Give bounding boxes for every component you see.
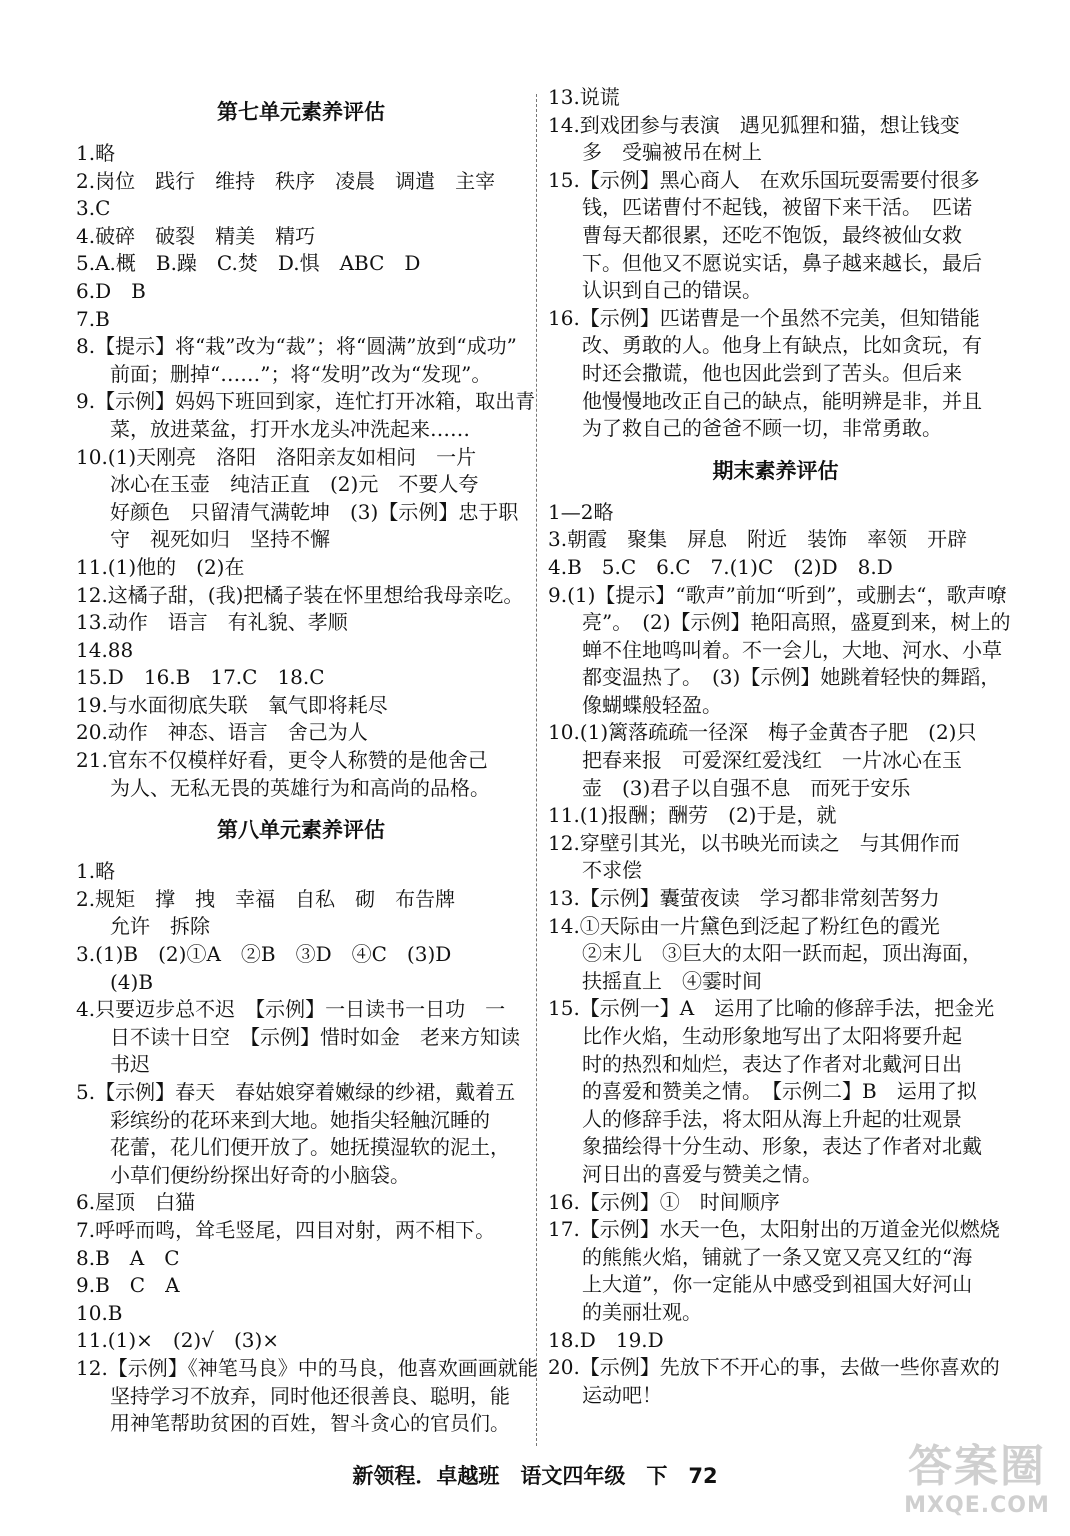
answer-line: 花蕾，花儿们便开放了。她抚摸湿软的泥土， [110,1135,510,1160]
answer-line: 下。但他又不愿说实话，鼻子越来越长，最后 [582,250,982,275]
answer-line: 好颜色 只留清气满乾坤 (3)【示例】忠于职 [110,499,519,524]
answer-line: 17.【示例】水天一色，太阳射出的万道金光似燃烧 [548,1217,1000,1242]
answer-line: 8.【提示】将“栽”改为“裁”；将“圆满”放到“成功” [76,334,517,359]
answer-line: ②末儿 ③巨大的太阳一跃而起，顶出海面， [582,941,982,966]
section-heading-unit8: 第八单元素养评估 [217,817,385,843]
answer-line: 时还会撒谎，他也因此尝到了苦头。但后来 [582,360,962,385]
answer-line: 2.规矩 撑 拽 幸福 自私 砌 布告牌 [76,886,456,911]
answer-line: 20.动作 神态、语言 舍己为人 [76,720,368,745]
answer-line: 7.B [76,306,110,331]
answer-line: 把春来报 可爱深红爱浅红 一片冰心在玉 [582,748,962,773]
answer-item [76,747,526,802]
answer-item [76,609,526,637]
answer-line: 不求偿 [582,858,642,883]
answer-line: 9.B C A [76,1273,180,1298]
answer-line: 3.朝霞 聚集 屏息 附近 装饰 率领 开辟 [548,527,968,552]
answer-line: 1.略 [76,141,116,165]
section-heading-final: 期末素养评估 [712,457,839,483]
answer-line: 为了救自己的爸爸不顾一切，非常勇敢。 [582,416,942,441]
answer-line: 16.【示例】匹诺曹是一个虽然不完美，但知错能 [548,305,980,330]
answer-item [76,1217,526,1245]
answer-line: 亮”。 (2)【示例】艳阳高照，盛夏到来，树上的 [582,610,1011,635]
answer-item [76,195,526,223]
answer-item [548,1216,1003,1326]
answer-item [548,830,1003,885]
answer-line: 6.屋顶 白猫 [76,1190,196,1215]
answer-line: 冰心在玉壶 纯洁正直 (2)元 不要人夸 [110,472,479,497]
answer-line: 11.(1)报酬；酬劳 (2)于是，就 [548,803,837,828]
answer-line: 曹每天都很累，还吃不饱饭，最终被仙女救 [582,222,962,247]
answer-item [76,664,526,692]
answer-line: 20.【示例】先放下不开心的事，去做一些你喜欢的 [548,1355,1000,1380]
right-column [548,84,1011,1409]
answer-line: 7.呼呼而鸣，耸毛竖尾，四目对射，两不相下。 [76,1217,496,1242]
answer-line: 4.只要迈步总不迟 【示例】一日读书一日功 一 [76,997,506,1022]
answer-line: 16.【示例】① 时间顺序 [548,1189,780,1214]
answer-line: 3.(1)B (2)①A ②B ③D ④C (3)D [76,942,452,967]
answer-line: 6.D B [76,278,146,303]
answer-line: 时的热烈和灿烂，表达了作者对北戴河日出 [582,1051,962,1076]
answer-line: 都变温热了。 (3)【示例】她跳着轻快的舞蹈， [582,665,1001,690]
answer-line: 像蝴蝶般轻盈。 [582,692,722,717]
answer-line: 认识到自己的错误。 [582,278,762,303]
answer-line: 壶 (3)君子以自强不息 而死于安乐 [582,775,911,800]
answer-item [76,1245,526,1273]
answer-line: 15.D 16.B 17.C 18.C [76,665,325,690]
column-divider [536,94,537,1446]
answer-item [76,1189,526,1217]
answer-line: 10.(1)篱落疏疏一径深 梅子金黄杏子肥 (2)只 [548,720,977,745]
answer-line: 蝉不住地鸣叫着。不一会儿，大地、河水、小草 [582,637,1002,662]
answer-line: 15.【示例】黑心商人 在欢乐国玩耍需要付很多 [548,167,980,192]
answer-line: 13.动作 语言 有礼貌、孝顺 [76,610,348,635]
answer-line: 15.【示例一】A 运用了比喻的修辞手法，把金光 [548,996,995,1021]
answer-line: 守 视死如归 坚持不懈 [110,527,330,552]
answer-item [76,140,526,168]
answer-item [76,168,526,196]
answer-item [76,1355,538,1438]
answer-line: 日不读十日空 【示例】惜时如金 老来方知读 [110,1024,520,1049]
answer-item [76,250,526,278]
answer-item [548,885,1003,913]
answer-line: 2.岗位 践行 维持 秩序 凌晨 调遣 主宰 [76,168,496,193]
answer-line: 坚持学习不放弃，同时他还很善良、聪明，能 [110,1383,510,1408]
answer-line: 运动吧！ [582,1382,662,1407]
answer-line: 钱，匹诺曹付不起钱，被留下来干活。 匹诺 [582,195,972,220]
answer-item [548,526,1003,554]
answer-item [76,444,526,554]
answer-line: 14.到戏团参与表演 遇见狐狸和猫，想让钱变 [548,112,960,137]
answer-line: 的美丽壮观。 [582,1299,702,1324]
page-footer: 新领程．卓越班 语文四年级 下 72 [352,1464,718,1488]
answer-line: 他慢慢地改正自己的缺点，能明辨是非，并且 [582,388,982,413]
watermark-logo-text: 答案圈 [908,1441,1046,1492]
answer-line: 1—2略 [548,499,614,524]
answer-item [76,388,536,443]
answer-line: 人的修辞手法，将太阳从海上升起的壮观景 [582,1106,962,1131]
answer-line: 多 受骗被吊在树上 [582,140,762,165]
answer-item [76,719,526,747]
unit8-answer-list-continued [548,84,1003,443]
unit7-answer-list [76,140,536,802]
answer-line: 9.【示例】妈妈下班回到家，连忙打开冰箱，取出青 [76,389,536,414]
answer-line: 10.B [76,1300,123,1325]
answer-item [548,995,1003,1188]
answer-line: 8.B A C [76,1245,180,1270]
answer-item [76,554,526,582]
answer-line: 小草们便纷纷探出好奇的小脑袋。 [110,1162,410,1187]
final-answer-list [548,499,1011,1410]
answer-item [76,858,526,886]
answer-item [76,1327,526,1355]
answer-item [76,582,526,610]
answer-line: 9.(1)【提示】“歌声”前加“听到”，或删去“，歌声嘹 [548,582,1007,607]
answer-item [548,554,1003,582]
answer-line: 21.官东不仅模样好看，更令人称赞的是他舍己 [76,748,488,773]
answer-item [76,886,526,941]
answer-item [548,112,1003,167]
answer-line: 13.【示例】囊萤夜读 学习都非常刻苦努力 [548,886,940,911]
watermark-url: MXQE.COM [904,1493,1050,1518]
answer-line: 的熊熊火焰，铺就了一条又宽又亮又红的“海 [582,1244,973,1269]
section-heading-unit7: 第七单元素养评估 [217,99,385,124]
answer-line: 11.(1)× (2)√ (3)× [76,1328,280,1353]
answer-line: 改、勇敢的人。他身上有缺点，比如贪玩，有 [582,333,982,358]
answer-line: 4.破碎 破裂 精美 精巧 [76,223,316,248]
answer-item [548,84,1003,112]
left-column [76,84,538,1438]
answer-line: 比作火焰，生动形象地写出了太阳将要升起 [582,1024,962,1048]
answer-item [548,582,1011,720]
answer-item [76,1300,526,1328]
answer-item [548,499,1003,527]
answer-item [548,167,1003,305]
answer-line: 12.【示例】《神笔马良》中的马良，他喜欢画画就能 [76,1355,538,1380]
answer-item [76,306,526,334]
answer-item [76,996,526,1079]
answer-item [76,1272,526,1300]
answer-item [76,941,526,996]
answer-line: 19.与水面彻底失联 氧气即将耗尽 [76,692,388,717]
answer-line: 3.C [76,196,111,221]
answer-line: 4.B 5.C 6.C 7.(1)C (2)D 8.D [548,554,893,579]
answer-line: 14.①天际由一片黛色到泛起了粉红色的霞光 [548,913,940,938]
answer-line: 10.(1)天刚亮 洛阳 洛阳亲友如相问 一片 [76,444,477,469]
answer-line: 12.这橘子甜，(我)把橘子装在怀里想给我母亲吃。 [76,582,524,607]
answer-item [548,913,1003,996]
answer-line: 为人、无私无畏的英雄行为和高尚的品格。 [110,775,490,800]
answer-line: 5.【示例】春天 春姑娘穿着嫩绿的纱裙，戴着五 [76,1080,516,1104]
answer-line: 书迟 [110,1052,150,1077]
answer-line: 12.穿壁引其光，以书映光而读之 与其佣作而 [548,830,960,855]
answer-item [548,1354,1003,1409]
answer-item [548,719,1003,802]
answer-line: 允许 拆除 [110,914,210,939]
answer-line: 前面；删掉“……”；将“发明”改为“发现”。 [110,361,492,386]
unit8-answer-list [76,858,538,1437]
answer-item [548,1189,1003,1217]
answer-item [76,1079,526,1189]
answer-line: 上大道”，你一定能从中感受到祖国大好河山 [582,1272,973,1297]
answer-line: 11.(1)他的 (2)在 [76,554,245,579]
answer-item [76,692,526,720]
answer-item [548,305,1003,443]
answer-item [76,278,526,306]
answer-item [548,802,1003,830]
answer-item [76,223,526,251]
answer-item [76,333,526,388]
answer-line: 河日出的喜爱与赞美之情。 [582,1161,822,1186]
answer-line: 的喜爱和赞美之情。 【示例二】B 运用了拟 [582,1079,977,1104]
answer-line: 用神笔帮助贫困的百姓，智斗贪心的官员们。 [110,1411,510,1436]
answer-line: 象描绘得十分生动、形象，表达了作者对北戴 [582,1134,982,1159]
answer-line: 5.A.概 B.躁 C.焚 D.惧 ABC D [76,251,421,276]
answer-line: 彩缤纷的花环来到大地。她指尖轻触沉睡的 [110,1107,490,1132]
answer-line: 菜，放进菜盆，打开水龙头冲洗起来…… [110,416,470,441]
answer-line: 18.D 19.D [548,1327,664,1352]
answer-line: 1.略 [76,859,116,884]
answer-line: 扶摇直上 ④霎时间 [582,968,762,993]
answer-line: 14.88 [76,637,134,662]
answer-item [76,637,526,665]
answer-item [548,1327,1003,1355]
answer-line: 13.说谎 [548,85,620,109]
watermark-logo [896,1440,1058,1526]
answer-line: (4)B [110,969,154,994]
